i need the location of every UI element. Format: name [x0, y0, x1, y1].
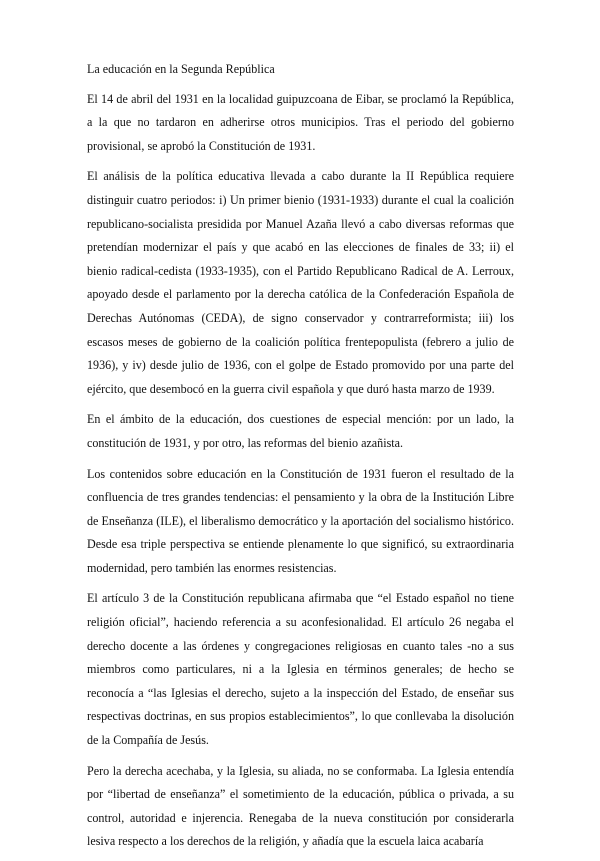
- document-page: [87, 58, 514, 861]
- paragraph-periods: El análisis de la política educativa llevada a cabo durante la II República requiere distinguir cuatro periodos: i) Un primer bienio (1931-1933) durante el cual la coalición republicano-socialista presidida por Manuel Azaña llevó a cabo diversas reformas que pretendían modernizar el país y que acabó en las elecciones de finales de 33; ii) el bienio radical-cedista (1933-1935), con el Partido Republicano Radical de A. Lerroux, apoyado desde el parlamento por la derecha católica de la Confederación Española de Derechas Autónomas (CEDA), de signo conservador y contrarreformista; iii) los escasos meses de gobierno de la coalición política frentepopulista (febrero a julio de 1936), y iv) desde julio de 1936, con el golpe de Estado promovido por una parte del ejército, que desembocó en la guerra civil española y que duró hasta marzo de 1939.: [87, 169, 514, 396]
- paragraph-constitution-content: Los contenidos sobre educación en la Constitución de 1931 fueron el resultado de la confluencia de tres grandes tendencias: el pensamiento y la obra de la Institución Libre de Enseñanza (ILE), el liberalismo democrático y la aportación del socialismo histórico. Desde esa triple perspectiva se entiende plenamente lo que significó, su extraordinaria modernidad, pero también las enormes resistencias.: [87, 466, 514, 575]
- paragraph-education-scope: En el ámbito de la educación, dos cuestiones de especial mención: por un lado, la constitución de 1931, y por otro, las reformas del bienio azañista.: [87, 412, 514, 450]
- paragraph-church-opposition: Pero la derecha acechaba, y la Iglesia, su aliada, no se conformaba. La Iglesia entendía por “libertad de enseñanza” el sometimiento de la educación, pública o privada, a su control, autoridad e injerencia. Renegaba de la nueva constitución por considerarla lesiva respecto a los derechos de la religión, y añadía que la escuela laica acabaría: [87, 763, 514, 849]
- paragraph-articles: El artículo 3 de la Constitución republicana afirmaba que “el Estado español no tiene religión oficial”, haciendo referencia a su aconfesionalidad. El artículo 26 negaba el derecho docente a las órdenes y congregaciones religiosas en cuanto tales -no a sus miembros como particulares, ni a la Iglesia en términos generales; de hecho se reconocía a “las Iglesias el derecho, sujeto a la inspección del Estado, de enseñar sus respectivas doctrinas, en sus propios establecimientos”, lo que conllevaba la disolución de la Compañía de Jesús.: [87, 591, 514, 748]
- paragraph-proclamation: El 14 de abril del 1931 en la localidad guipuzcoana de Eibar, se proclamó la República, a la que no tardaron en adherirse otros municipios. Tras el periodo del gobierno provisional, se aprobó la Constitución de 1931.: [87, 91, 514, 153]
- document-title: La educación en la Segunda República: [87, 62, 275, 76]
